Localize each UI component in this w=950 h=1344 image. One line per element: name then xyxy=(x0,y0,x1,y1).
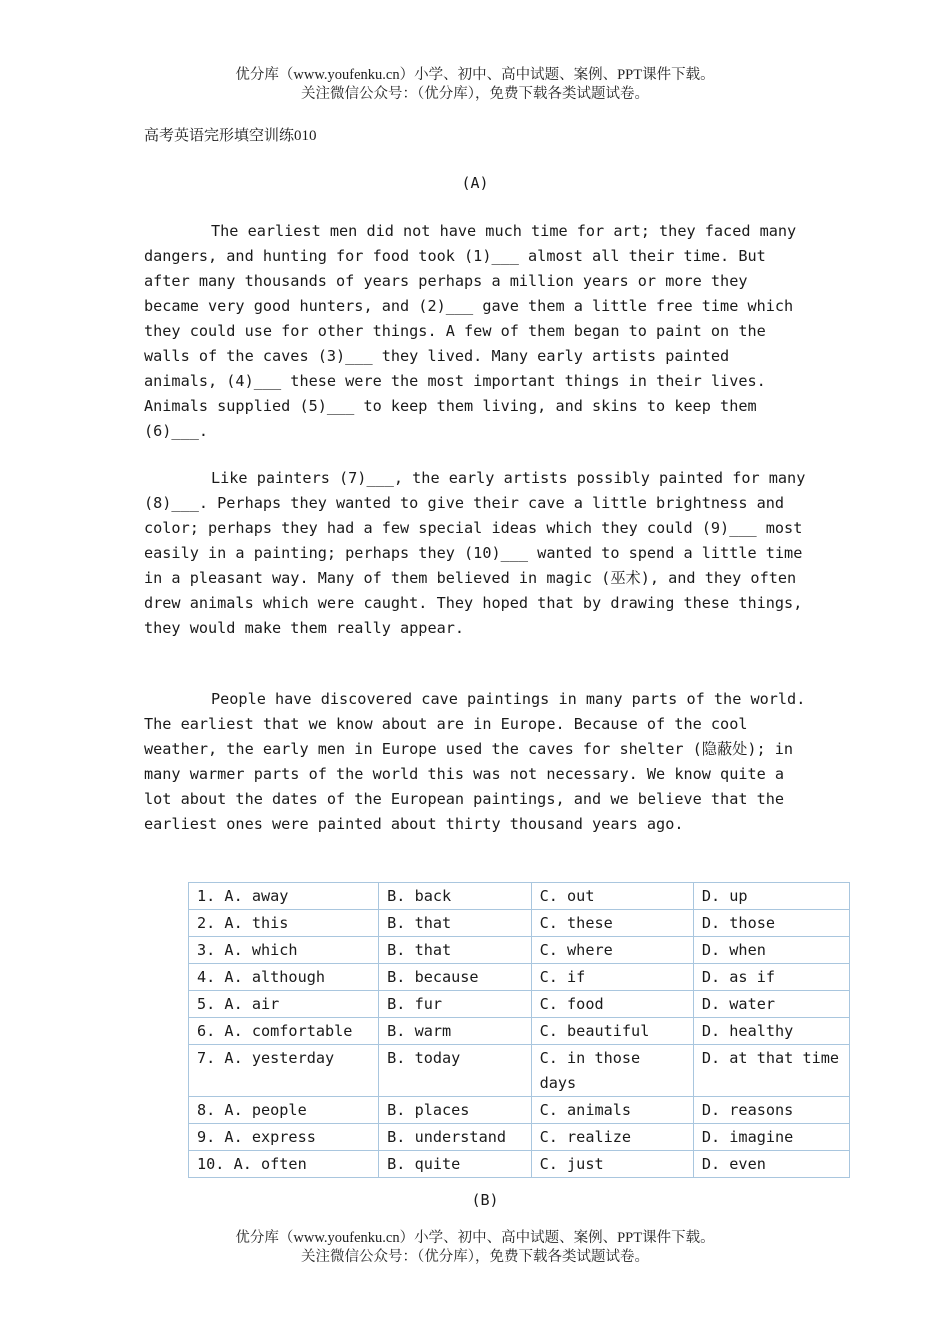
passage-paragraph-3 xyxy=(144,687,815,837)
option-cell: 1. A. away xyxy=(189,883,379,910)
document-title: 高考英语完形填空训练010 xyxy=(144,128,317,144)
option-cell: 3. A. which xyxy=(189,937,379,964)
option-cell: C. just xyxy=(531,1151,693,1178)
passage-paragraph-1 xyxy=(144,219,810,444)
option-cell: D. even xyxy=(693,1151,849,1178)
option-cell: D. when xyxy=(693,937,849,964)
option-cell: 7. A. yesterday xyxy=(189,1045,379,1097)
footer-line-2: 关注微信公众号：（优分库），免费下载各类试题试卷。 xyxy=(301,1249,649,1265)
option-cell: D. as if xyxy=(693,964,849,991)
table-row xyxy=(189,1045,850,1097)
paragraph-text: People have discovered cave paintings in many parts of the world. The earliest that we know about are in Europe. Because of the cool weather, the early men in Europe used the caves for shelter (隐蔽处); in many warmer parts of the world this was not necessary. We know quite a lot about the dates of the European paintings, and we believe that the earliest ones were painted about thirty thousand years ago. xyxy=(144,690,815,833)
option-cell: 6. A. comfortable xyxy=(189,1018,379,1045)
option-cell: 4. A. although xyxy=(189,964,379,991)
option-cell: 5. A. air xyxy=(189,991,379,1018)
option-cell: C. realize xyxy=(531,1124,693,1151)
option-cell: B. fur xyxy=(379,991,531,1018)
paragraph-text: Like painters (7)___, the early artists possibly painted for many (8)___. Perhaps they wanted to give their cave a little brightness and color; perhaps they had a few special ideas which they could (9)___ most easily in a painting; perhaps they (10)___ wanted to spend a little time in a pleasant way. Many of them believed in magic (巫术), and they often drew animals which were caught. They hoped that by drawing these things, they would make them really appear. xyxy=(144,469,815,637)
table-row xyxy=(189,910,850,937)
page-header xyxy=(0,66,950,104)
table-row xyxy=(189,964,850,991)
paragraph-text: The earliest men did not have much time for art; they faced many dangers, and hunting for food took (1)___ almost all their time. But after many thousands of years perhaps a million years or more they became very good hunters, and (2)___ gave them a little free time which they could use for other things. A few of them began to paint on the walls of the caves (3)___ they lived. Many early artists painted animals, (4)___ these were the most important things in their lives. Animals supplied (5)___ to keep them living, and skins to keep them (6)___. xyxy=(144,222,806,440)
option-cell: B. that xyxy=(379,937,531,964)
header-line-1: 优分库（www.youfenku.cn）小学、初中、高中试题、案例、PPT课件下载。 xyxy=(235,67,715,83)
table-row xyxy=(189,1018,850,1045)
option-cell: C. if xyxy=(531,964,693,991)
option-cell: B. today xyxy=(379,1045,531,1097)
option-cell: B. understand xyxy=(379,1124,531,1151)
option-cell: B. that xyxy=(379,910,531,937)
option-cell: D. healthy xyxy=(693,1018,849,1045)
option-cell: C. these xyxy=(531,910,693,937)
section-a-label: (A) xyxy=(461,174,489,192)
footer-line-1: 优分库（www.youfenku.cn）小学、初中、高中试题、案例、PPT课件下载。 xyxy=(235,1230,715,1246)
option-cell: 9. A. express xyxy=(189,1124,379,1151)
table-row xyxy=(189,1097,850,1124)
option-cell: D. imagine xyxy=(693,1124,849,1151)
option-cell: B. quite xyxy=(379,1151,531,1178)
option-cell: D. at that time xyxy=(693,1045,849,1097)
option-cell: 10. A. often xyxy=(189,1151,379,1178)
option-cell: B. back xyxy=(379,883,531,910)
table-row xyxy=(189,1124,850,1151)
option-cell: C. animals xyxy=(531,1097,693,1124)
option-cell: D. water xyxy=(693,991,849,1018)
option-cell: C. beautiful xyxy=(531,1018,693,1045)
option-cell: D. up xyxy=(693,883,849,910)
table-row xyxy=(189,991,850,1018)
table-row xyxy=(189,1151,850,1178)
option-cell: D. reasons xyxy=(693,1097,849,1124)
page-footer xyxy=(0,1229,950,1267)
option-cell: B. warm xyxy=(379,1018,531,1045)
option-cell: C. food xyxy=(531,991,693,1018)
table-row xyxy=(189,937,850,964)
option-cell: B. because xyxy=(379,964,531,991)
option-cell: C. out xyxy=(531,883,693,910)
option-cell: D. those xyxy=(693,910,849,937)
answer-options-table xyxy=(188,882,850,1178)
header-line-2: 关注微信公众号：（优分库），免费下载各类试题试卷。 xyxy=(301,86,649,102)
option-cell: C. in those days xyxy=(531,1045,693,1097)
table-row xyxy=(189,883,850,910)
option-cell: 8. A. people xyxy=(189,1097,379,1124)
section-b-label: (B) xyxy=(471,1191,499,1209)
option-cell: C. where xyxy=(531,937,693,964)
passage-paragraph-2 xyxy=(144,466,815,641)
option-cell: 2. A. this xyxy=(189,910,379,937)
option-cell: B. places xyxy=(379,1097,531,1124)
